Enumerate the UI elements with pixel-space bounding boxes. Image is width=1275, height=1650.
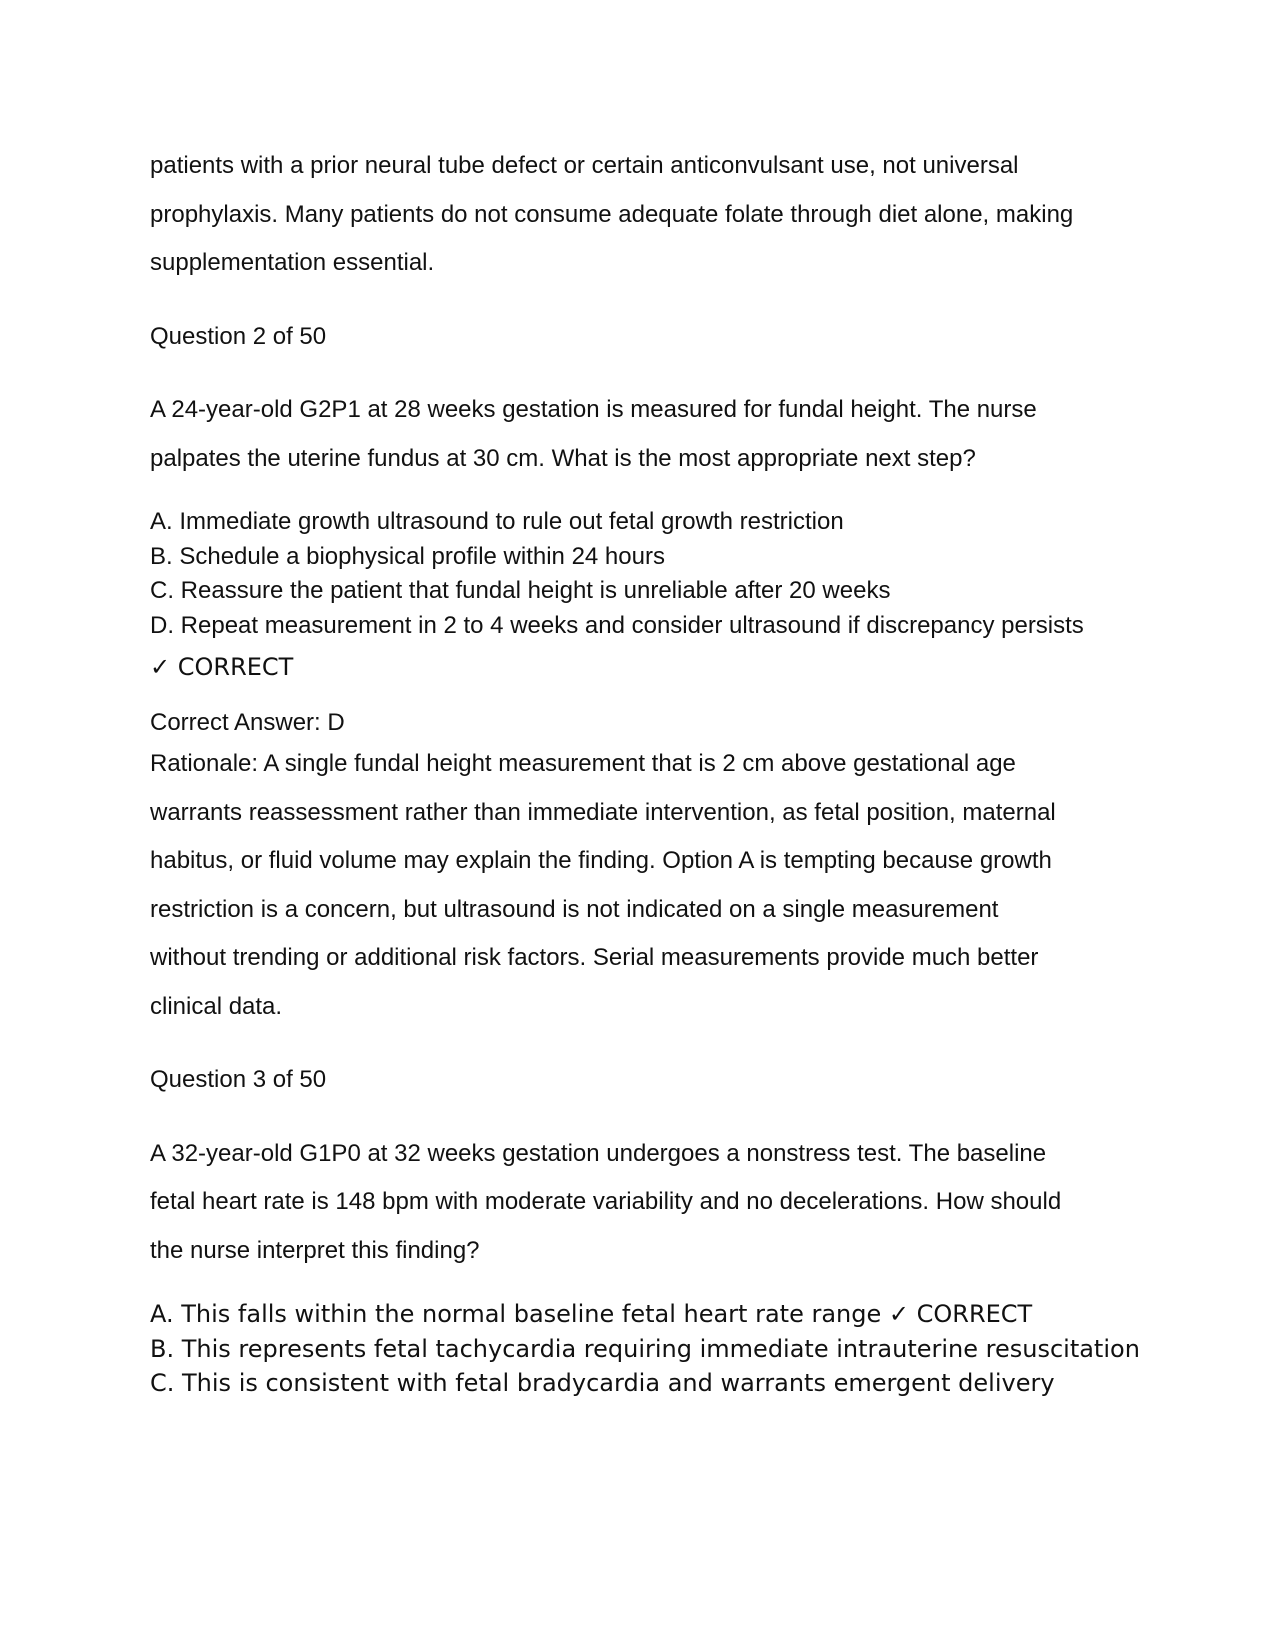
- option-b: B. Schedule a biophysical profile within 24 hours: [150, 542, 665, 570]
- question-3-options: [150, 1297, 1160, 1401]
- stem-line: A 24-year-old G2P1 at 28 weeks gestation is measured for fundal height. The nurse: [150, 396, 1037, 423]
- stem-line: palpates the uterine fundus at 30 cm. What is the most appropriate next step?: [150, 444, 976, 472]
- rationale-line: restriction is a concern, but ultrasound is not indicated on a single measurement: [150, 895, 999, 923]
- rationale-line: clinical data.: [150, 992, 283, 1020]
- stem-line: fetal heart rate is 148 bpm with moderate variability and no decelerations. How should: [150, 1188, 1062, 1215]
- option-b: B. This represents fetal tachycardia requiring immediate intrauterine resuscitation: [150, 1334, 1140, 1363]
- rationale-line: warrants reassessment rather than immediate intervention, as fetal position, maternal: [150, 798, 1056, 826]
- question-3-header: Question 3 of 50: [150, 1066, 327, 1093]
- rationale-line: habitus, or fluid volume may explain the finding. Option A is tempting because growth: [150, 847, 1052, 874]
- rationale-line: without trending or additional risk factors. Serial measurements provide much better: [150, 944, 1039, 971]
- intro-line: patients with a prior neural tube defect or certain anticonvulsant use, not universal: [150, 152, 1019, 179]
- question-2-rationale: [150, 740, 1160, 1031]
- option-a: A. This falls within the normal baseline fetal heart rate range ✓ CORRECT: [150, 1300, 1033, 1328]
- document-content: [150, 142, 1160, 1401]
- question-2-header: Question 2 of 50: [150, 322, 327, 350]
- intro-line: supplementation essential.: [150, 249, 435, 276]
- option-a: A. Immediate growth ultrasound to rule out fetal growth restriction: [150, 508, 844, 535]
- intro-paragraph: [150, 142, 1160, 288]
- rationale-line: Rationale: A single fundal height measurement that is 2 cm above gestational age: [150, 750, 1016, 777]
- question-2-correct-mark: ✓ CORRECT: [150, 653, 294, 681]
- question-3-stem: [150, 1130, 1160, 1276]
- intro-line: prophylaxis. Many patients do not consume adequate folate through diet alone, making: [150, 200, 1074, 228]
- option-c: C. Reassure the patient that fundal height is unreliable after 20 weeks: [150, 577, 891, 604]
- option-c: C. This is consistent with fetal bradycardia and warrants emergent delivery: [150, 1369, 1055, 1397]
- question-2-stem: [150, 386, 1160, 483]
- option-d: D. Repeat measurement in 2 to 4 weeks and consider ultrasound if discrepancy persists: [150, 611, 1084, 639]
- question-2-correct-answer: Correct Answer: D: [150, 708, 345, 736]
- stem-line: A 32-year-old G1P0 at 32 weeks gestation undergoes a nonstress test. The baseline: [150, 1139, 1047, 1167]
- stem-line: the nurse interpret this finding?: [150, 1236, 480, 1264]
- question-2-options: [150, 505, 1160, 643]
